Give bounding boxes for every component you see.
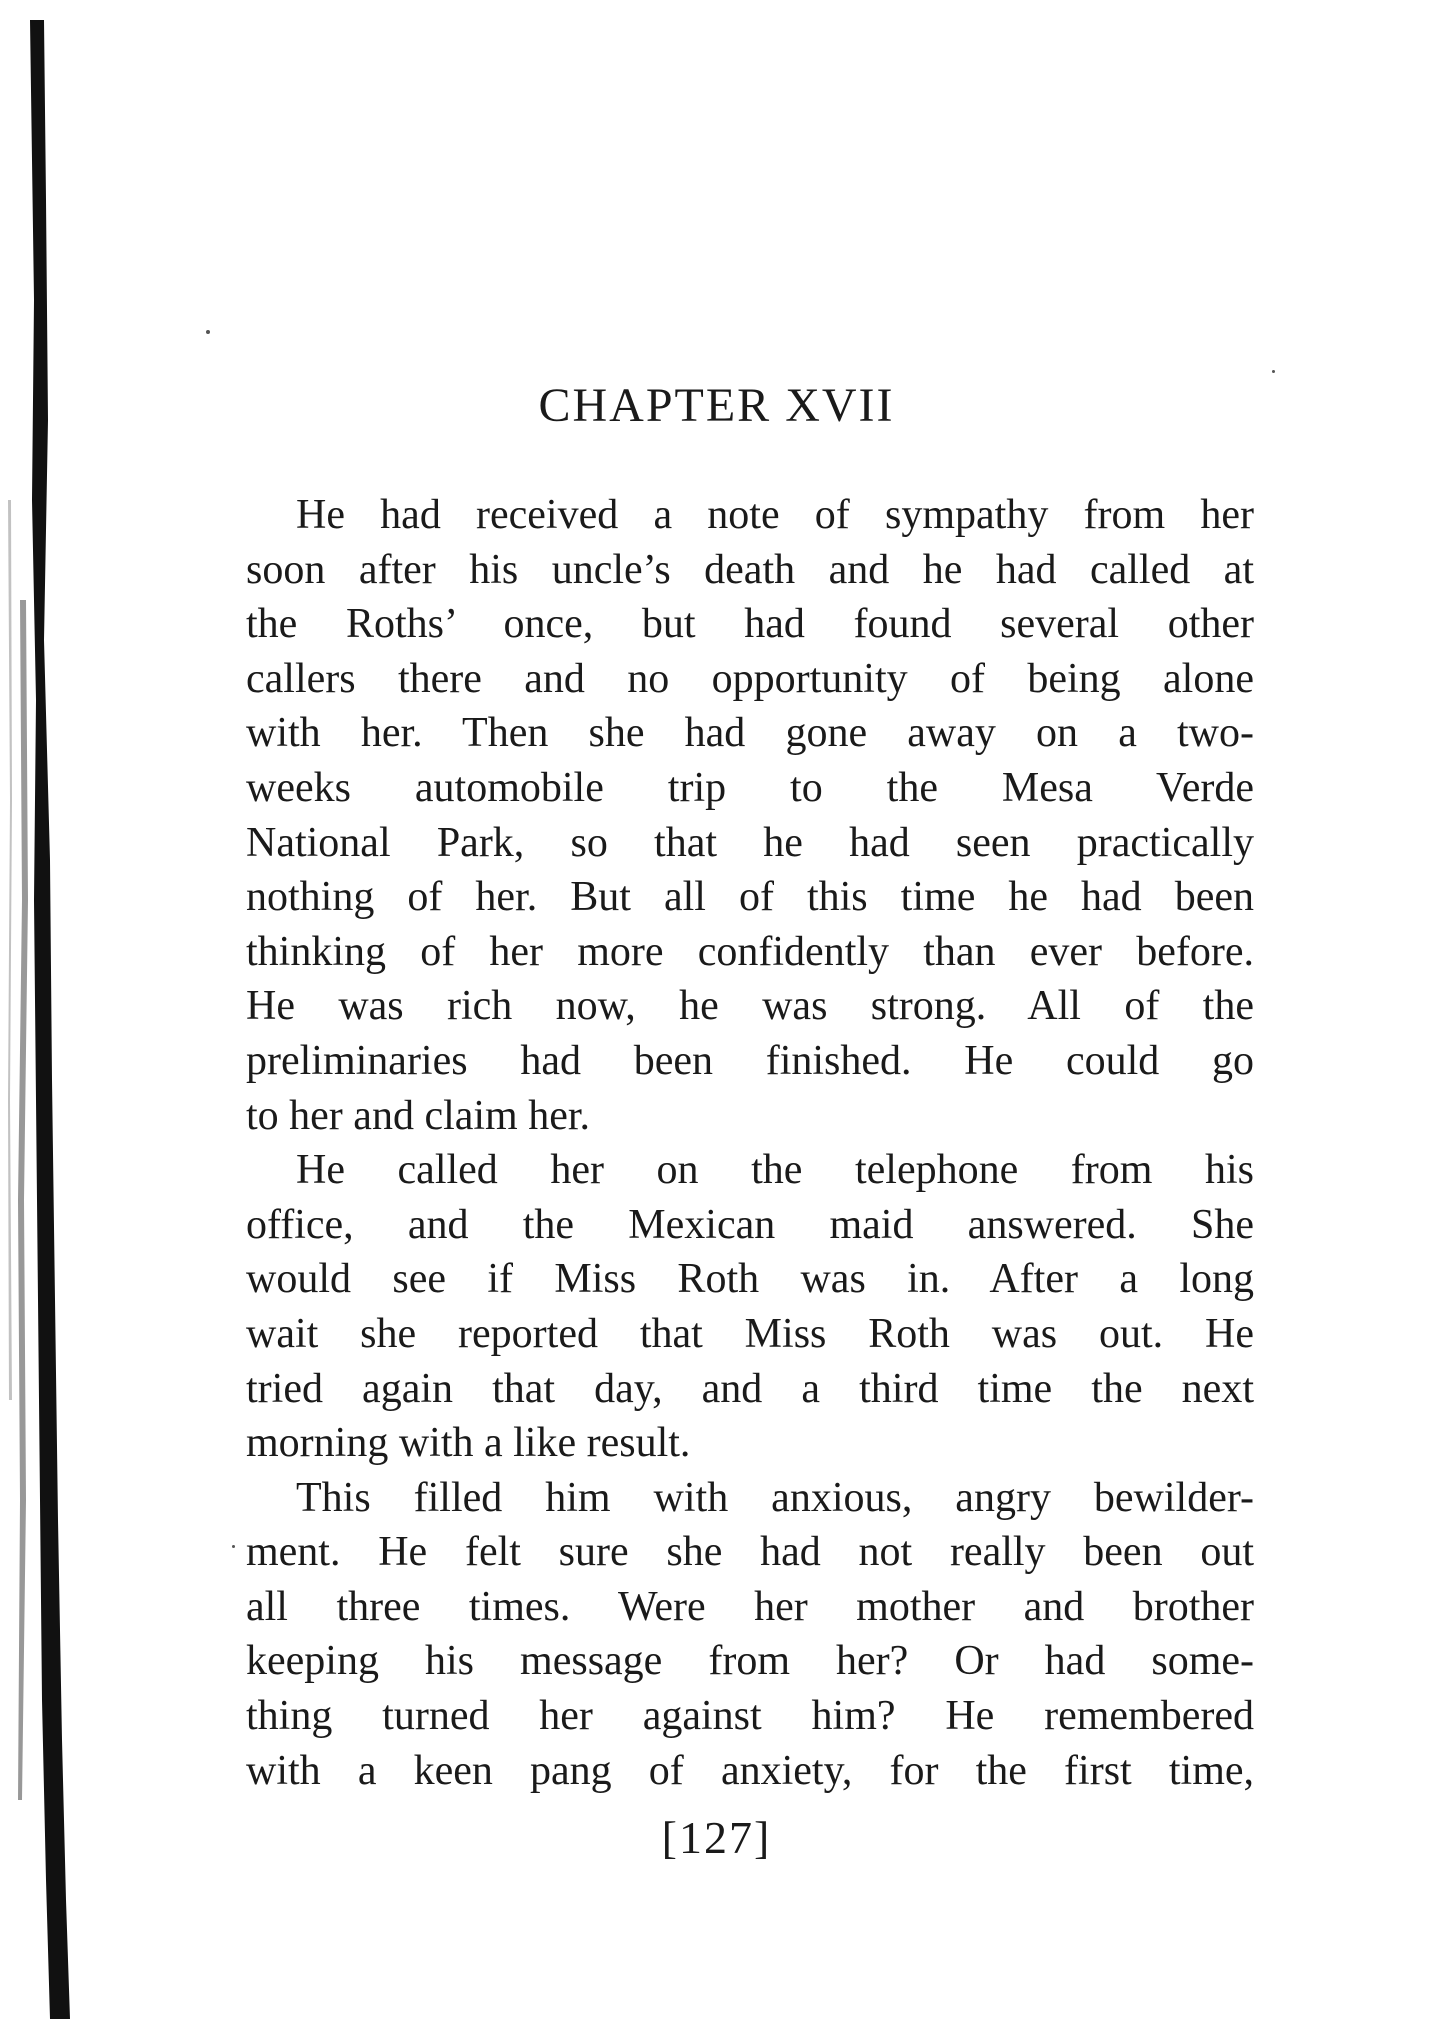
paper-speck <box>1272 370 1275 373</box>
paper-speck <box>232 1545 235 1548</box>
text-line: morning with a like result. <box>246 1420 691 1467</box>
text-line: keeping his message from her? Or had some- <box>246 1638 1254 1685</box>
page-number: [127] <box>661 1812 772 1863</box>
text-line: He had received a note of sympathy from her <box>296 492 1254 538</box>
text-line: He called her on the telephone from his <box>296 1147 1254 1194</box>
text-line: all three times. Were her mother and brother <box>246 1583 1254 1630</box>
chapter-body <box>246 488 1254 1798</box>
text-line: would see if Miss Roth was in. After a long <box>246 1256 1254 1303</box>
text-line: nothing of her. But all of this time he had been <box>246 874 1254 921</box>
paragraph-1 <box>246 488 1254 1143</box>
text-line: callers there and no opportunity of being alone <box>246 655 1254 702</box>
text-line: He was rich now, he was strong. All of the <box>246 983 1254 1030</box>
text-line: This filled him with anxious, angry bewilder- <box>296 1474 1254 1521</box>
chapter-heading: CHAPTER XVII <box>538 379 895 432</box>
text-line: National Park, so that he had seen practically <box>246 819 1254 866</box>
paragraph-2 <box>246 1143 1254 1471</box>
binding-shadow-graphic <box>0 0 80 2019</box>
text-line: ment. He felt sure she had not really been out <box>246 1529 1254 1576</box>
text-line: soon after his uncle’s death and he had called at <box>246 546 1254 593</box>
text-line: wait she reported that Miss Roth was out. He <box>246 1310 1254 1357</box>
text-line: preliminaries had been finished. He could go <box>246 1037 1254 1084</box>
text-line: thinking of her more confidently than ever before. <box>246 928 1254 975</box>
text-line: office, and the Mexican maid answered. She <box>246 1201 1254 1248</box>
text-line: thing turned her against him? He remembered <box>246 1693 1254 1740</box>
paragraph-3 <box>246 1471 1254 1799</box>
text-line: with a keen pang of anxiety, for the first time, <box>246 1747 1254 1794</box>
text-line: with her. Then she had gone away on a two- <box>246 710 1254 757</box>
page-binding-edge <box>0 0 80 2019</box>
paper-speck <box>206 330 210 334</box>
text-line: weeks automobile trip to the Mesa Verde <box>246 764 1254 811</box>
text-line: to her and claim her. <box>246 1092 591 1139</box>
text-line: the Roths’ once, but had found several other <box>246 601 1254 648</box>
text-line: tried again that day, and a third time the next <box>246 1365 1254 1412</box>
